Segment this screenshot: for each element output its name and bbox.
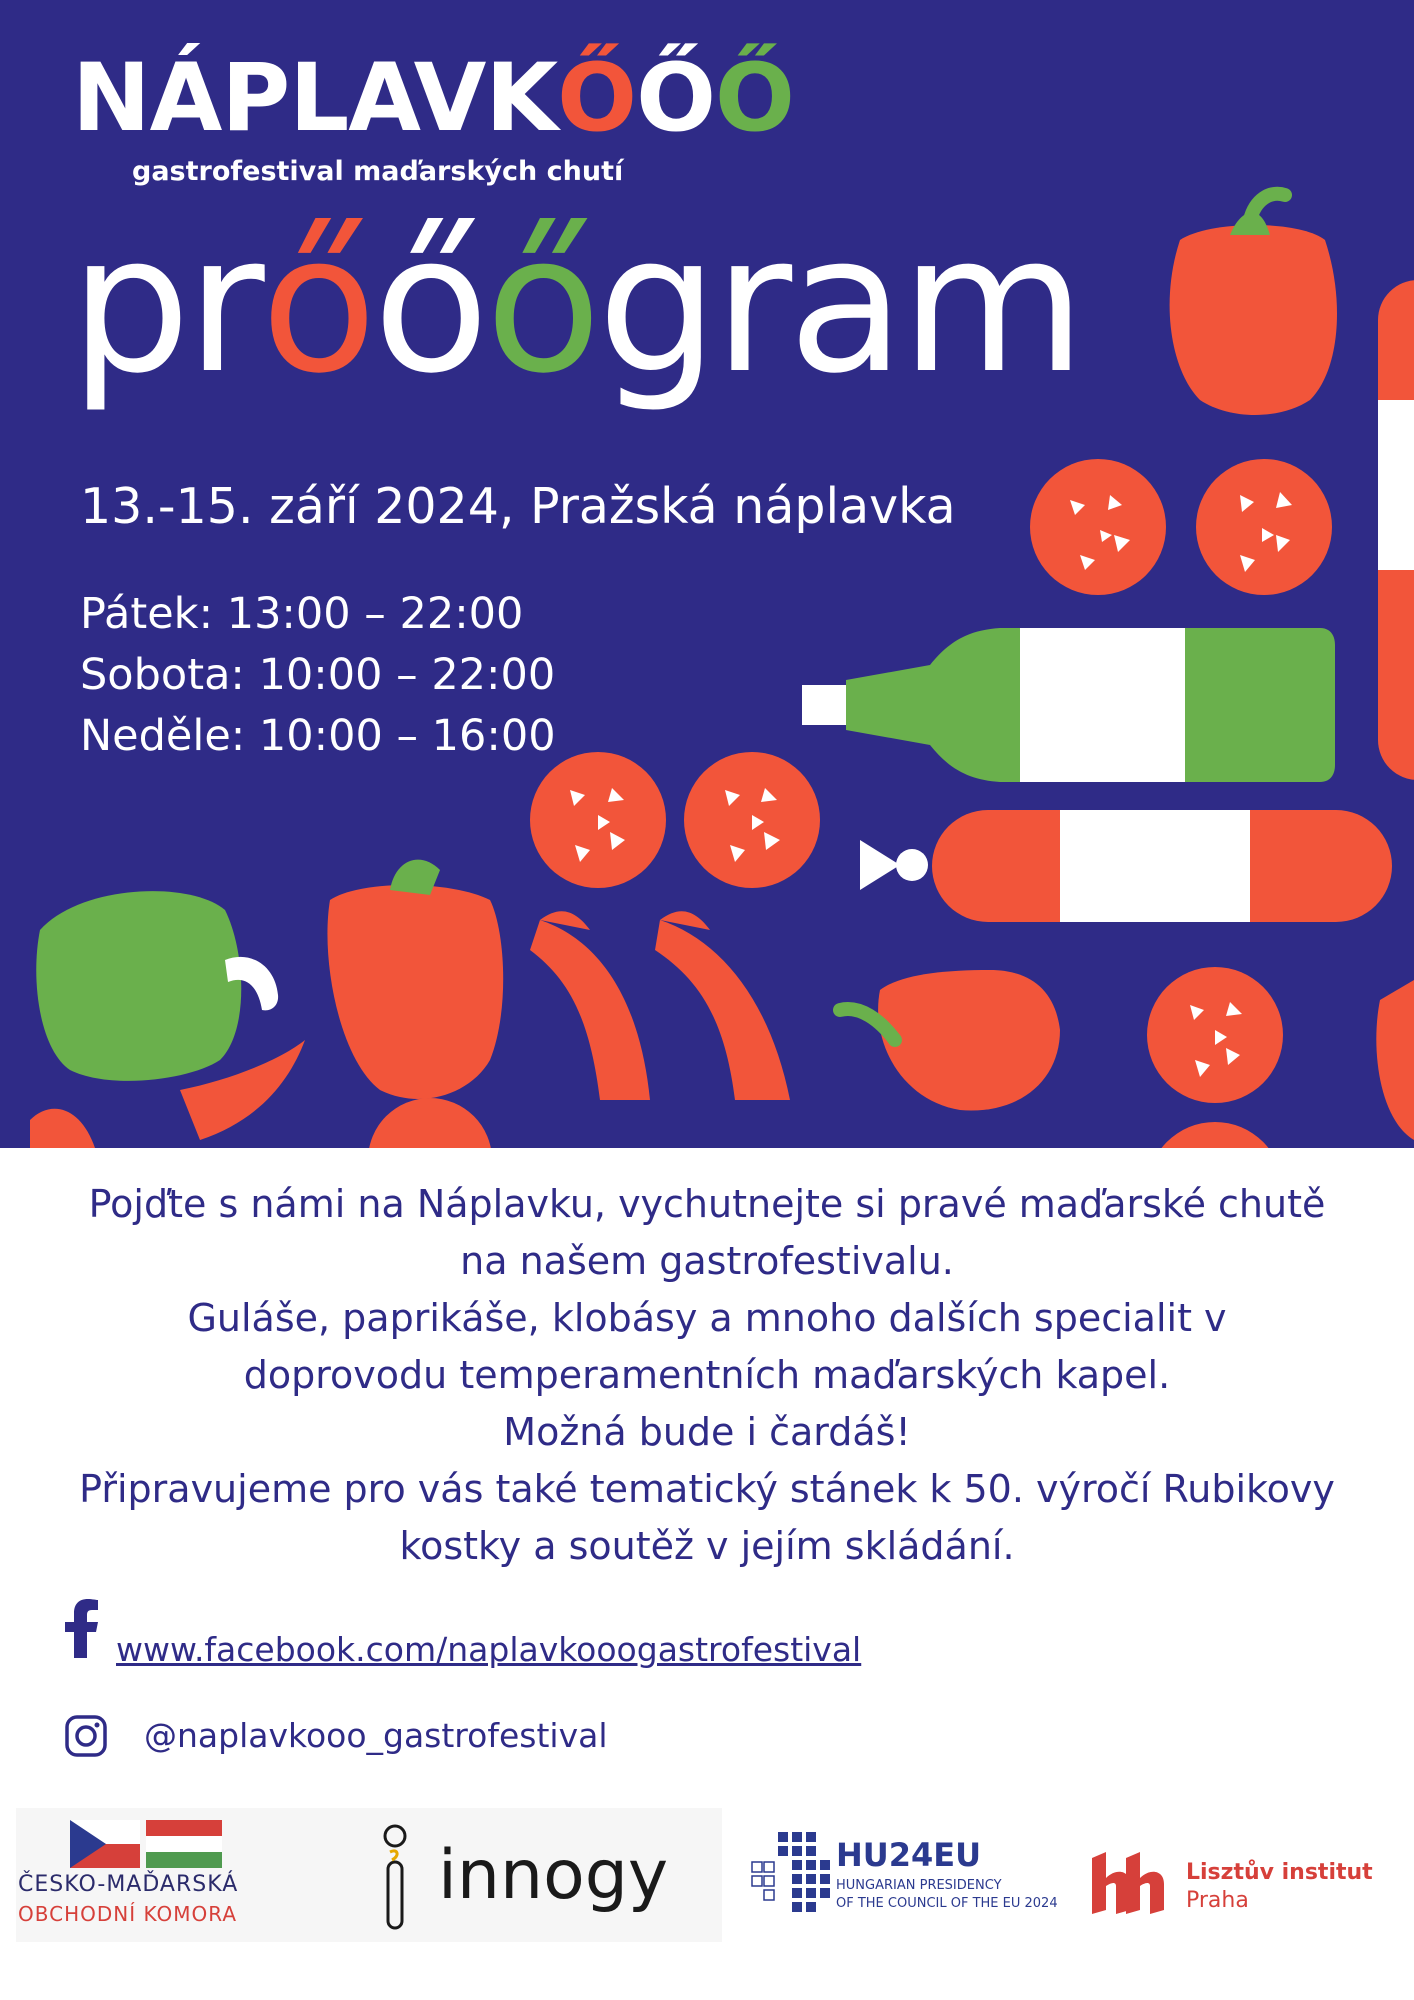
program-o-green: ő xyxy=(485,194,598,415)
logo-o-green: Ő xyxy=(715,44,794,153)
event-description xyxy=(20,1176,1394,1575)
program-suffix: gram xyxy=(597,194,1082,415)
description-line: Guláše, paprikáše, klobásy a mnoho dalších specialit v xyxy=(187,1296,1227,1340)
green-pepper-illustration xyxy=(36,891,278,1081)
facebook-link[interactable]: www.facebook.com/naplavkooogastrofestival xyxy=(116,1630,862,1669)
opening-hours xyxy=(80,584,556,767)
bottle-illustration xyxy=(802,628,1335,782)
festival-tagline: gastrofestival maďarských chutí xyxy=(132,156,624,187)
festival-logo xyxy=(72,44,794,153)
liszt-institute-name: Lisztův institut xyxy=(1186,1860,1373,1885)
innogy-logo-icon xyxy=(380,1822,410,1932)
salami-slice xyxy=(1030,459,1166,595)
hours-sunday: Neděle: 10:00 – 16:00 xyxy=(80,711,556,761)
hours-saturday: Sobota: 10:00 – 22:00 xyxy=(80,650,556,700)
description-line: doprovodu temperamentních maďarských kapel. xyxy=(243,1353,1171,1397)
description-line: Možná bude i čardáš! xyxy=(503,1410,911,1454)
description-line: na našem gastrofestivalu. xyxy=(460,1239,954,1283)
facebook-icon[interactable] xyxy=(64,1598,100,1658)
sponsor-logos xyxy=(0,1808,1414,1948)
description-line: kostky a soutěž v jejím skládání. xyxy=(399,1524,1015,1568)
czech-hungarian-flags-icon xyxy=(70,1820,222,1868)
liszt-logo-icon xyxy=(1086,1850,1168,1916)
hu24eu-subtitle2: OF THE COUNCIL OF THE EU 2024 xyxy=(836,1896,1058,1911)
chamber-name-line1: ČESKO-MAĎARSKÁ xyxy=(18,1872,239,1897)
instagram-handle[interactable]: @naplavkooo_gastrofestival xyxy=(144,1716,608,1755)
program-o-red: ő xyxy=(260,194,373,415)
event-dates: 13.-15. září 2024, Pražská náplavka xyxy=(80,478,956,535)
program-o-white: ő xyxy=(372,194,486,415)
liszt-institute-city: Praha xyxy=(1186,1888,1249,1913)
hu24eu-cube-icon xyxy=(748,1826,834,1924)
logo-text: NÁPLAVK xyxy=(72,44,558,153)
instagram-icon[interactable] xyxy=(64,1714,108,1758)
sausage-illustration xyxy=(860,810,1392,922)
chamber-name-line2: OBCHODNÍ KOMORA xyxy=(18,1902,238,1926)
logo-o-red: Ő xyxy=(557,44,637,153)
logo-o-white: Ő xyxy=(636,44,716,153)
red-pepper-illustration xyxy=(1170,194,1337,415)
description-line: Pojďte s námi na Náplavku, vychutnejte si pravé maďarské chutě xyxy=(88,1182,1326,1226)
description-line: Připravujeme pro vás také tematický stánek k 50. výročí Rubikovy xyxy=(79,1467,1335,1511)
innogy-logo: innogy xyxy=(438,1836,669,1915)
program-heading xyxy=(70,194,1082,415)
hours-friday: Pátek: 13:00 – 22:00 xyxy=(80,589,524,639)
program-prefix: pr xyxy=(70,194,261,415)
hu24eu-subtitle1: HUNGARIAN PRESIDENCY xyxy=(836,1878,1002,1893)
hu24eu-logo: HU24EU xyxy=(836,1836,982,1874)
